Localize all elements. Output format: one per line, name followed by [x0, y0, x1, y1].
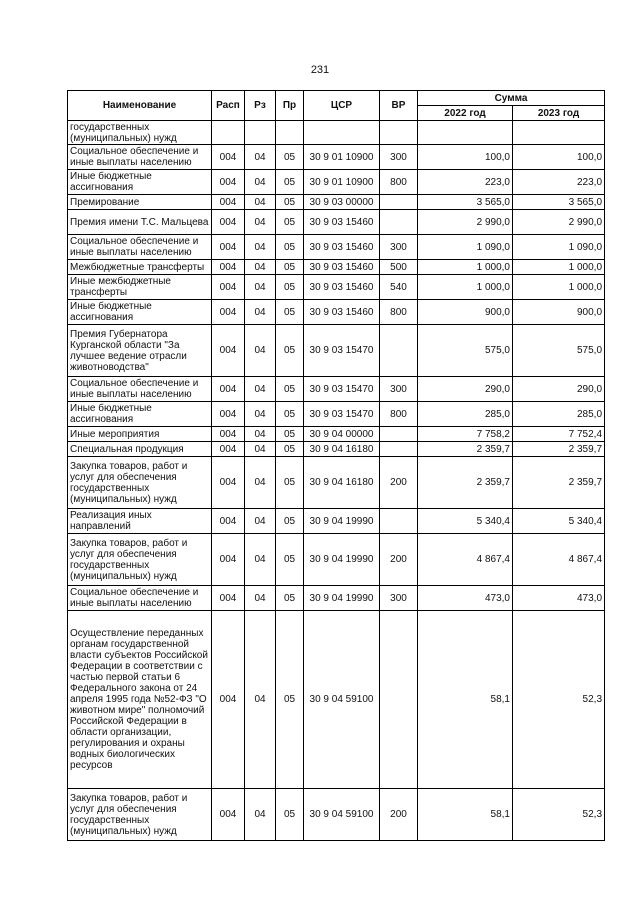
cell-name: Иные бюджетные ассигнования	[68, 300, 212, 325]
cell-rasp: 004	[212, 300, 245, 325]
cell-vr: 540	[380, 275, 418, 300]
cell-rz: 04	[245, 534, 276, 586]
table-row	[68, 325, 605, 377]
cell-name: Премия Губернатора Курганской области "За лучшее ведение отрасли животноводства"	[68, 325, 212, 377]
cell-rasp: 004	[212, 170, 245, 195]
cell-pr: 05	[276, 789, 304, 841]
table-row	[68, 145, 605, 170]
cell-csr: 30 9 03 15470	[304, 325, 380, 377]
cell-name: Специальная продукция	[68, 442, 212, 457]
cell-csr: 30 9 04 00000	[304, 427, 380, 442]
cell-y2022: 575,0	[418, 325, 513, 377]
cell-rz: 04	[245, 275, 276, 300]
cell-y2022: 7 758,2	[418, 427, 513, 442]
header-vr: ВР	[380, 91, 418, 121]
cell-rasp: 004	[212, 509, 245, 534]
cell-name: Иные бюджетные ассигнования	[68, 402, 212, 427]
cell-csr: 30 9 04 59100	[304, 789, 380, 841]
table-row	[68, 300, 605, 325]
cell-csr: 30 9 04 59100	[304, 611, 380, 789]
table-row	[68, 427, 605, 442]
cell-rz: 04	[245, 325, 276, 377]
cell-csr: 30 9 03 15460	[304, 300, 380, 325]
cell-rz: 04	[245, 145, 276, 170]
cell-y2022: 900,0	[418, 300, 513, 325]
header-rasp: Расп	[212, 91, 245, 121]
cell-rasp: 004	[212, 427, 245, 442]
cell-y2022: 58,1	[418, 789, 513, 841]
table-row	[68, 586, 605, 611]
cell-pr	[276, 121, 304, 145]
cell-rasp: 004	[212, 145, 245, 170]
cell-rz: 04	[245, 427, 276, 442]
cell-pr: 05	[276, 534, 304, 586]
cell-name: Социальное обеспечение и иные выплаты населению	[68, 586, 212, 611]
cell-pr: 05	[276, 300, 304, 325]
cell-rasp: 004	[212, 275, 245, 300]
table-row	[68, 402, 605, 427]
cell-rasp: 004	[212, 534, 245, 586]
cell-rz: 04	[245, 509, 276, 534]
cell-vr: 200	[380, 534, 418, 586]
cell-rasp: 004	[212, 611, 245, 789]
cell-name: Межбюджетные трансферты	[68, 260, 212, 275]
cell-name: Премирование	[68, 195, 212, 210]
cell-y2023: 290,0	[513, 377, 605, 402]
cell-vr: 300	[380, 145, 418, 170]
cell-rasp: 004	[212, 260, 245, 275]
cell-y2022: 1 000,0	[418, 260, 513, 275]
cell-y2022: 5 340,4	[418, 509, 513, 534]
table-row	[68, 170, 605, 195]
table-row	[68, 195, 605, 210]
table-row	[68, 275, 605, 300]
cell-name: Осуществление переданных органам государственной власти субъектов Российской Федерации в соответствии с частью первой статьи 6 Федерального закона от 24 апреля 1995 года №52-ФЗ "О животном мире" полномочий Российской Федерации в области организации, регулирования и охраны водных биологических ресурсов	[68, 611, 212, 789]
cell-y2023: 4 867,4	[513, 534, 605, 586]
cell-y2022: 3 565,0	[418, 195, 513, 210]
cell-name: Закупка товаров, работ и услуг для обеспечения государственных (муниципальных) нужд	[68, 534, 212, 586]
cell-rasp: 004	[212, 325, 245, 377]
cell-y2022: 2 990,0	[418, 210, 513, 235]
cell-name: Социальное обеспечение и иные выплаты населению	[68, 235, 212, 260]
cell-vr: 300	[380, 377, 418, 402]
cell-name: Премия имени Т.С. Мальцева	[68, 210, 212, 235]
cell-pr: 05	[276, 145, 304, 170]
cell-name: Социальное обеспечение и иные выплаты населению	[68, 145, 212, 170]
cell-csr: 30 9 03 15460	[304, 260, 380, 275]
table-row	[68, 509, 605, 534]
cell-y2023: 1 090,0	[513, 235, 605, 260]
cell-vr	[380, 195, 418, 210]
cell-rz: 04	[245, 210, 276, 235]
cell-name: Социальное обеспечение и иные выплаты населению	[68, 377, 212, 402]
cell-rz: 04	[245, 442, 276, 457]
table-row	[68, 377, 605, 402]
cell-rz: 04	[245, 260, 276, 275]
cell-name: Иные межбюджетные трансферты	[68, 275, 212, 300]
cell-vr	[380, 427, 418, 442]
page-number: 231	[310, 64, 330, 76]
cell-csr: 30 9 04 19990	[304, 586, 380, 611]
cell-y2023: 52,3	[513, 789, 605, 841]
cell-vr: 800	[380, 402, 418, 427]
table-row	[68, 442, 605, 457]
cell-name: Иные бюджетные ассигнования	[68, 170, 212, 195]
cell-vr: 300	[380, 235, 418, 260]
cell-vr	[380, 509, 418, 534]
cell-pr: 05	[276, 235, 304, 260]
cell-y2022: 2 359,7	[418, 457, 513, 509]
cell-y2022: 285,0	[418, 402, 513, 427]
cell-csr: 30 9 01 10900	[304, 170, 380, 195]
cell-rz: 04	[245, 195, 276, 210]
cell-y2023: 1 000,0	[513, 275, 605, 300]
cell-rasp: 004	[212, 442, 245, 457]
cell-csr: 30 9 04 19990	[304, 534, 380, 586]
cell-y2022: 4 867,4	[418, 534, 513, 586]
header-csr: ЦСР	[304, 91, 380, 121]
table-row	[68, 457, 605, 509]
cell-vr: 200	[380, 457, 418, 509]
cell-y2023: 473,0	[513, 586, 605, 611]
cell-y2022: 1 000,0	[418, 275, 513, 300]
table-row	[68, 260, 605, 275]
cell-pr: 05	[276, 586, 304, 611]
header-pr: Пр	[276, 91, 304, 121]
cell-pr: 05	[276, 377, 304, 402]
cell-y2023: 900,0	[513, 300, 605, 325]
cell-rasp	[212, 121, 245, 145]
cell-rz: 04	[245, 377, 276, 402]
table-row	[68, 534, 605, 586]
cell-pr: 05	[276, 195, 304, 210]
cell-vr: 300	[380, 586, 418, 611]
cell-pr: 05	[276, 210, 304, 235]
cell-csr: 30 9 03 15460	[304, 275, 380, 300]
cell-y2022	[418, 121, 513, 145]
cell-vr: 200	[380, 789, 418, 841]
cell-name: государственных (муниципальных) нужд	[68, 121, 212, 145]
cell-rz: 04	[245, 457, 276, 509]
cell-y2023: 223,0	[513, 170, 605, 195]
cell-y2023: 2 359,7	[513, 457, 605, 509]
cell-y2022: 58,1	[418, 611, 513, 789]
cell-y2022: 1 090,0	[418, 235, 513, 260]
cell-pr: 05	[276, 457, 304, 509]
header-year-2023: 2023 год	[513, 106, 605, 121]
cell-pr: 05	[276, 275, 304, 300]
cell-y2023: 5 340,4	[513, 509, 605, 534]
cell-rz: 04	[245, 402, 276, 427]
cell-pr: 05	[276, 170, 304, 195]
table-row	[68, 235, 605, 260]
cell-y2023	[513, 121, 605, 145]
cell-y2023: 1 000,0	[513, 260, 605, 275]
cell-csr: 30 9 04 19990	[304, 509, 380, 534]
cell-rasp: 004	[212, 377, 245, 402]
cell-pr: 05	[276, 260, 304, 275]
cell-csr: 30 9 03 15470	[304, 377, 380, 402]
cell-rz: 04	[245, 300, 276, 325]
cell-rz: 04	[245, 586, 276, 611]
table-row	[68, 210, 605, 235]
cell-vr: 800	[380, 300, 418, 325]
cell-rasp: 004	[212, 235, 245, 260]
cell-name: Иные мероприятия	[68, 427, 212, 442]
cell-rasp: 004	[212, 195, 245, 210]
cell-vr	[380, 210, 418, 235]
header-year-2022: 2022 год	[418, 106, 513, 121]
cell-rz: 04	[245, 170, 276, 195]
cell-rasp: 004	[212, 457, 245, 509]
cell-rasp: 004	[212, 210, 245, 235]
cell-pr: 05	[276, 611, 304, 789]
cell-csr: 30 9 04 16180	[304, 442, 380, 457]
cell-csr: 30 9 03 15460	[304, 210, 380, 235]
cell-y2023: 2 990,0	[513, 210, 605, 235]
cell-vr: 800	[380, 170, 418, 195]
cell-vr	[380, 325, 418, 377]
cell-name: Закупка товаров, работ и услуг для обеспечения государственных (муниципальных) нужд	[68, 789, 212, 841]
cell-rasp: 004	[212, 789, 245, 841]
cell-name: Закупка товаров, работ и услуг для обеспечения государственных (муниципальных) нужд	[68, 457, 212, 509]
cell-csr: 30 9 04 16180	[304, 457, 380, 509]
cell-rasp: 004	[212, 586, 245, 611]
cell-y2023: 7 752,4	[513, 427, 605, 442]
cell-vr	[380, 611, 418, 789]
cell-y2023: 285,0	[513, 402, 605, 427]
header-sum: Сумма	[418, 91, 605, 106]
header-name: Наименование	[68, 91, 212, 121]
header-rz: Рз	[245, 91, 276, 121]
cell-pr: 05	[276, 427, 304, 442]
cell-vr: 500	[380, 260, 418, 275]
cell-pr: 05	[276, 325, 304, 377]
cell-csr	[304, 121, 380, 145]
cell-y2023: 3 565,0	[513, 195, 605, 210]
cell-rz: 04	[245, 235, 276, 260]
cell-rz	[245, 121, 276, 145]
cell-vr	[380, 442, 418, 457]
cell-rasp: 004	[212, 402, 245, 427]
cell-csr: 30 9 01 10900	[304, 145, 380, 170]
table-row	[68, 789, 605, 841]
budget-table	[67, 90, 605, 841]
cell-y2023: 575,0	[513, 325, 605, 377]
cell-y2022: 290,0	[418, 377, 513, 402]
cell-y2022: 473,0	[418, 586, 513, 611]
cell-y2023: 100,0	[513, 145, 605, 170]
cell-pr: 05	[276, 509, 304, 534]
cell-csr: 30 9 03 15470	[304, 402, 380, 427]
cell-y2022: 2 359,7	[418, 442, 513, 457]
cell-csr: 30 9 03 15460	[304, 235, 380, 260]
cell-pr: 05	[276, 442, 304, 457]
cell-y2023: 2 359,7	[513, 442, 605, 457]
cell-rz: 04	[245, 611, 276, 789]
table-row	[68, 611, 605, 789]
table-row	[68, 121, 605, 145]
cell-pr: 05	[276, 402, 304, 427]
cell-y2022: 223,0	[418, 170, 513, 195]
cell-vr	[380, 121, 418, 145]
cell-rz: 04	[245, 789, 276, 841]
cell-csr: 30 9 03 00000	[304, 195, 380, 210]
cell-y2022: 100,0	[418, 145, 513, 170]
cell-y2023: 52,3	[513, 611, 605, 789]
cell-name: Реализация иных направлений	[68, 509, 212, 534]
